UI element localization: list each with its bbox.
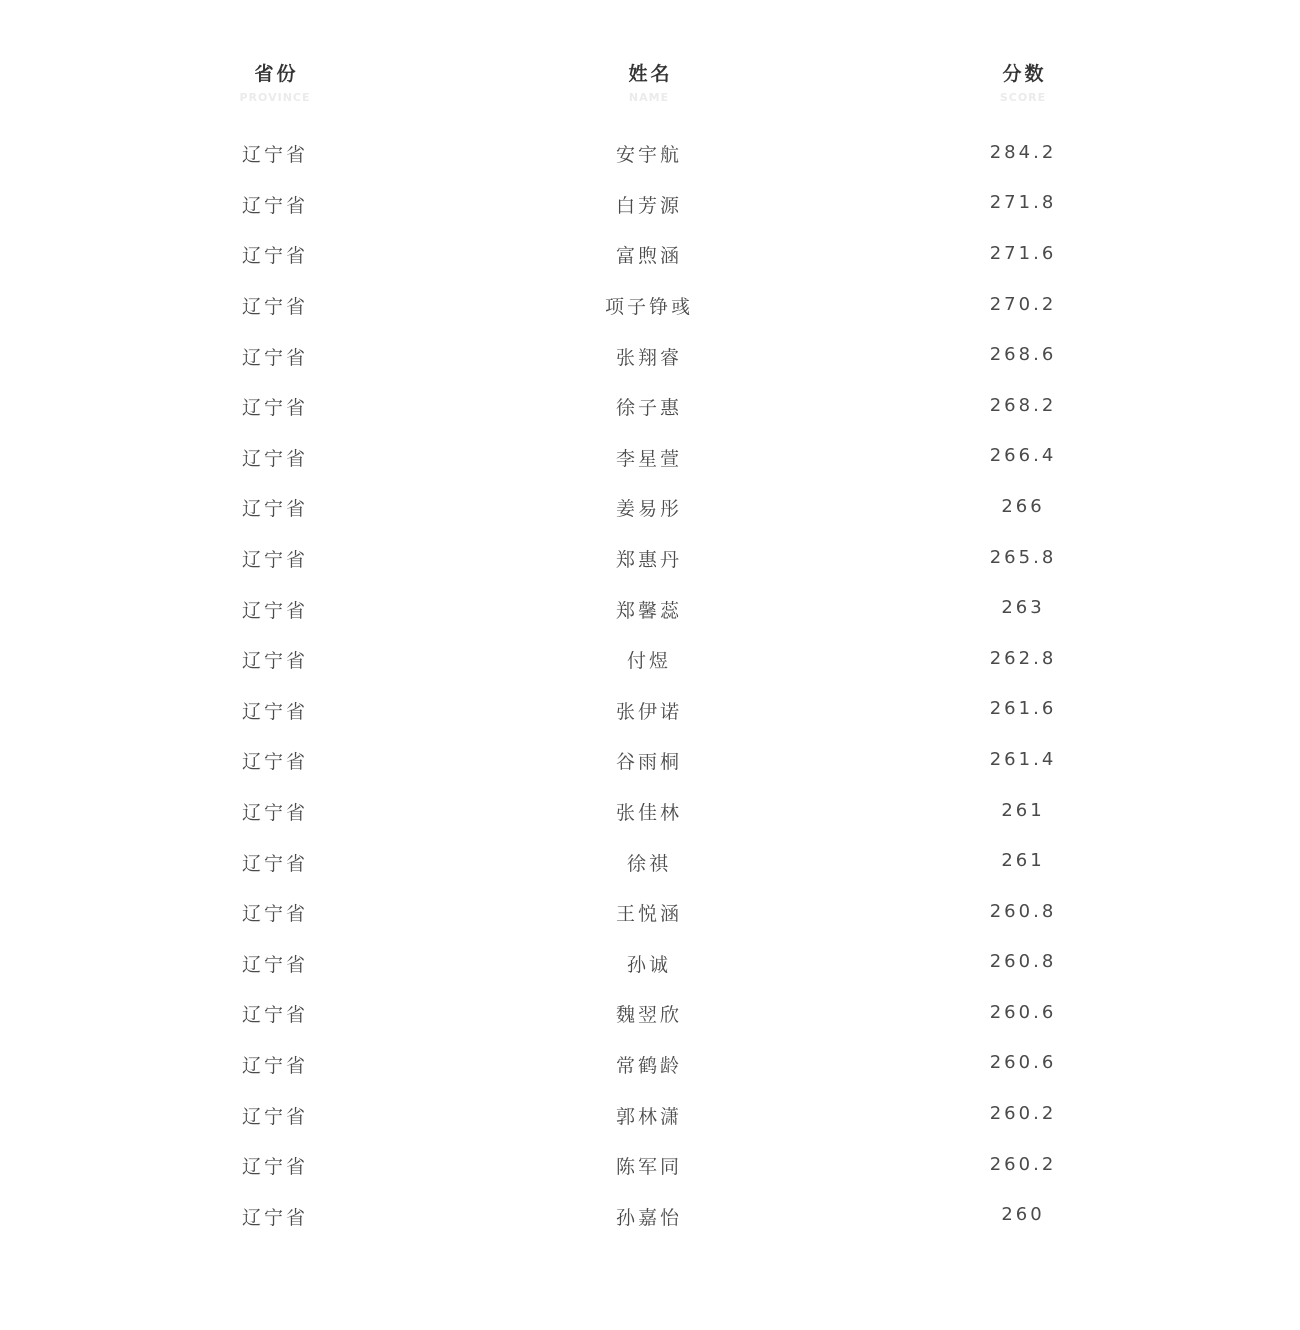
name-cell: 付煜 xyxy=(626,650,671,673)
column-subtitle: PROVINCE xyxy=(239,91,311,104)
province-cell: 辽宁省 xyxy=(241,549,308,572)
province-cell: 辽宁省 xyxy=(241,802,308,825)
table-row xyxy=(88,332,1210,383)
province-cell: 辽宁省 xyxy=(241,599,308,622)
column-title: 分数 xyxy=(1002,63,1047,85)
table-row xyxy=(88,636,1210,687)
table-row xyxy=(88,535,1210,586)
name-cell: 富煦涵 xyxy=(615,245,682,268)
name-cell: 常鹤龄 xyxy=(615,1054,682,1077)
name-cell: 郑馨蕊 xyxy=(615,599,682,622)
score-table xyxy=(88,58,1210,1243)
province-cell: 辽宁省 xyxy=(241,650,308,673)
column-header-score xyxy=(836,58,1210,130)
table-row xyxy=(88,889,1210,940)
column-title: 姓名 xyxy=(628,63,673,85)
table-row xyxy=(88,1192,1210,1243)
score-cell: 268.2 xyxy=(989,394,1057,416)
name-cell: 徐祺 xyxy=(626,852,671,875)
score-cell: 284.2 xyxy=(989,141,1057,163)
province-cell: 辽宁省 xyxy=(241,852,308,875)
score-cell: 261 xyxy=(1001,850,1045,872)
score-cell: 260.8 xyxy=(989,951,1057,973)
score-cell: 265.8 xyxy=(989,546,1057,568)
table-row xyxy=(88,282,1210,333)
column-subtitle: SCORE xyxy=(999,91,1047,104)
province-cell: 辽宁省 xyxy=(241,1054,308,1077)
score-cell: 261 xyxy=(1001,799,1045,821)
score-cell: 260.8 xyxy=(989,900,1057,922)
province-cell: 辽宁省 xyxy=(241,1004,308,1027)
column-subtitle: NAME xyxy=(628,91,670,104)
province-cell: 辽宁省 xyxy=(241,953,308,976)
column-title: 省份 xyxy=(254,63,299,85)
name-cell: 张翔睿 xyxy=(615,346,682,369)
province-cell: 辽宁省 xyxy=(241,498,308,521)
table-row xyxy=(88,1041,1210,1092)
name-cell: 安宇航 xyxy=(615,144,682,167)
province-cell: 辽宁省 xyxy=(241,346,308,369)
table-body xyxy=(88,130,1210,1243)
name-cell: 郭林潇 xyxy=(615,1105,682,1128)
score-cell: 260.6 xyxy=(989,1001,1057,1023)
column-header-name xyxy=(462,58,836,130)
table-header xyxy=(88,58,1210,130)
name-cell: 徐子惠 xyxy=(615,397,682,420)
score-cell: 268.6 xyxy=(989,344,1057,366)
table-row xyxy=(88,585,1210,636)
table-row xyxy=(88,383,1210,434)
province-cell: 辽宁省 xyxy=(241,1105,308,1128)
score-cell: 260.6 xyxy=(989,1052,1057,1074)
table-row xyxy=(88,788,1210,839)
score-cell: 260.2 xyxy=(989,1103,1057,1125)
province-cell: 辽宁省 xyxy=(241,447,308,470)
province-cell: 辽宁省 xyxy=(241,194,308,217)
province-cell: 辽宁省 xyxy=(241,1156,308,1179)
province-cell: 辽宁省 xyxy=(241,245,308,268)
table-row xyxy=(88,1142,1210,1193)
table-row xyxy=(88,181,1210,232)
score-cell: 266 xyxy=(1001,495,1045,517)
name-cell: 张佳林 xyxy=(615,802,682,825)
score-cell: 270.2 xyxy=(989,293,1057,315)
score-cell: 271.6 xyxy=(989,242,1057,264)
name-cell: 李星萱 xyxy=(615,447,682,470)
table-row xyxy=(88,940,1210,991)
province-cell: 辽宁省 xyxy=(241,397,308,420)
score-cell: 266.4 xyxy=(989,445,1057,467)
name-cell: 陈军同 xyxy=(615,1156,682,1179)
province-cell: 辽宁省 xyxy=(241,144,308,167)
province-cell: 辽宁省 xyxy=(241,751,308,774)
table-row xyxy=(88,130,1210,181)
score-cell: 260 xyxy=(1001,1204,1045,1226)
score-cell: 261.6 xyxy=(989,698,1057,720)
table-row xyxy=(88,687,1210,738)
table-row xyxy=(88,1091,1210,1142)
table-row xyxy=(88,990,1210,1041)
name-cell: 白芳源 xyxy=(615,194,682,217)
score-cell: 262.8 xyxy=(989,647,1057,669)
table-row xyxy=(88,484,1210,535)
province-cell: 辽宁省 xyxy=(241,1206,308,1229)
score-cell: 263 xyxy=(1001,597,1045,619)
province-cell: 辽宁省 xyxy=(241,903,308,926)
name-cell: 孙诚 xyxy=(626,953,671,976)
score-cell: 271.8 xyxy=(989,192,1057,214)
name-cell: 郑惠丹 xyxy=(615,549,682,572)
name-cell: 王悦涵 xyxy=(615,903,682,926)
column-header-province xyxy=(88,58,462,130)
name-cell: 孙嘉怡 xyxy=(615,1206,682,1229)
table-row xyxy=(88,434,1210,485)
province-cell: 辽宁省 xyxy=(241,700,308,723)
table-row xyxy=(88,231,1210,282)
name-cell: 姜易彤 xyxy=(615,498,682,521)
score-cell: 261.4 xyxy=(989,748,1057,770)
score-cell: 260.2 xyxy=(989,1153,1057,1175)
name-cell: 谷雨桐 xyxy=(615,751,682,774)
name-cell: 张伊诺 xyxy=(615,700,682,723)
table-row xyxy=(88,737,1210,788)
name-cell: 项子铮彧 xyxy=(604,296,693,319)
province-cell: 辽宁省 xyxy=(241,296,308,319)
name-cell: 魏翌欣 xyxy=(615,1004,682,1027)
table-row xyxy=(88,838,1210,889)
